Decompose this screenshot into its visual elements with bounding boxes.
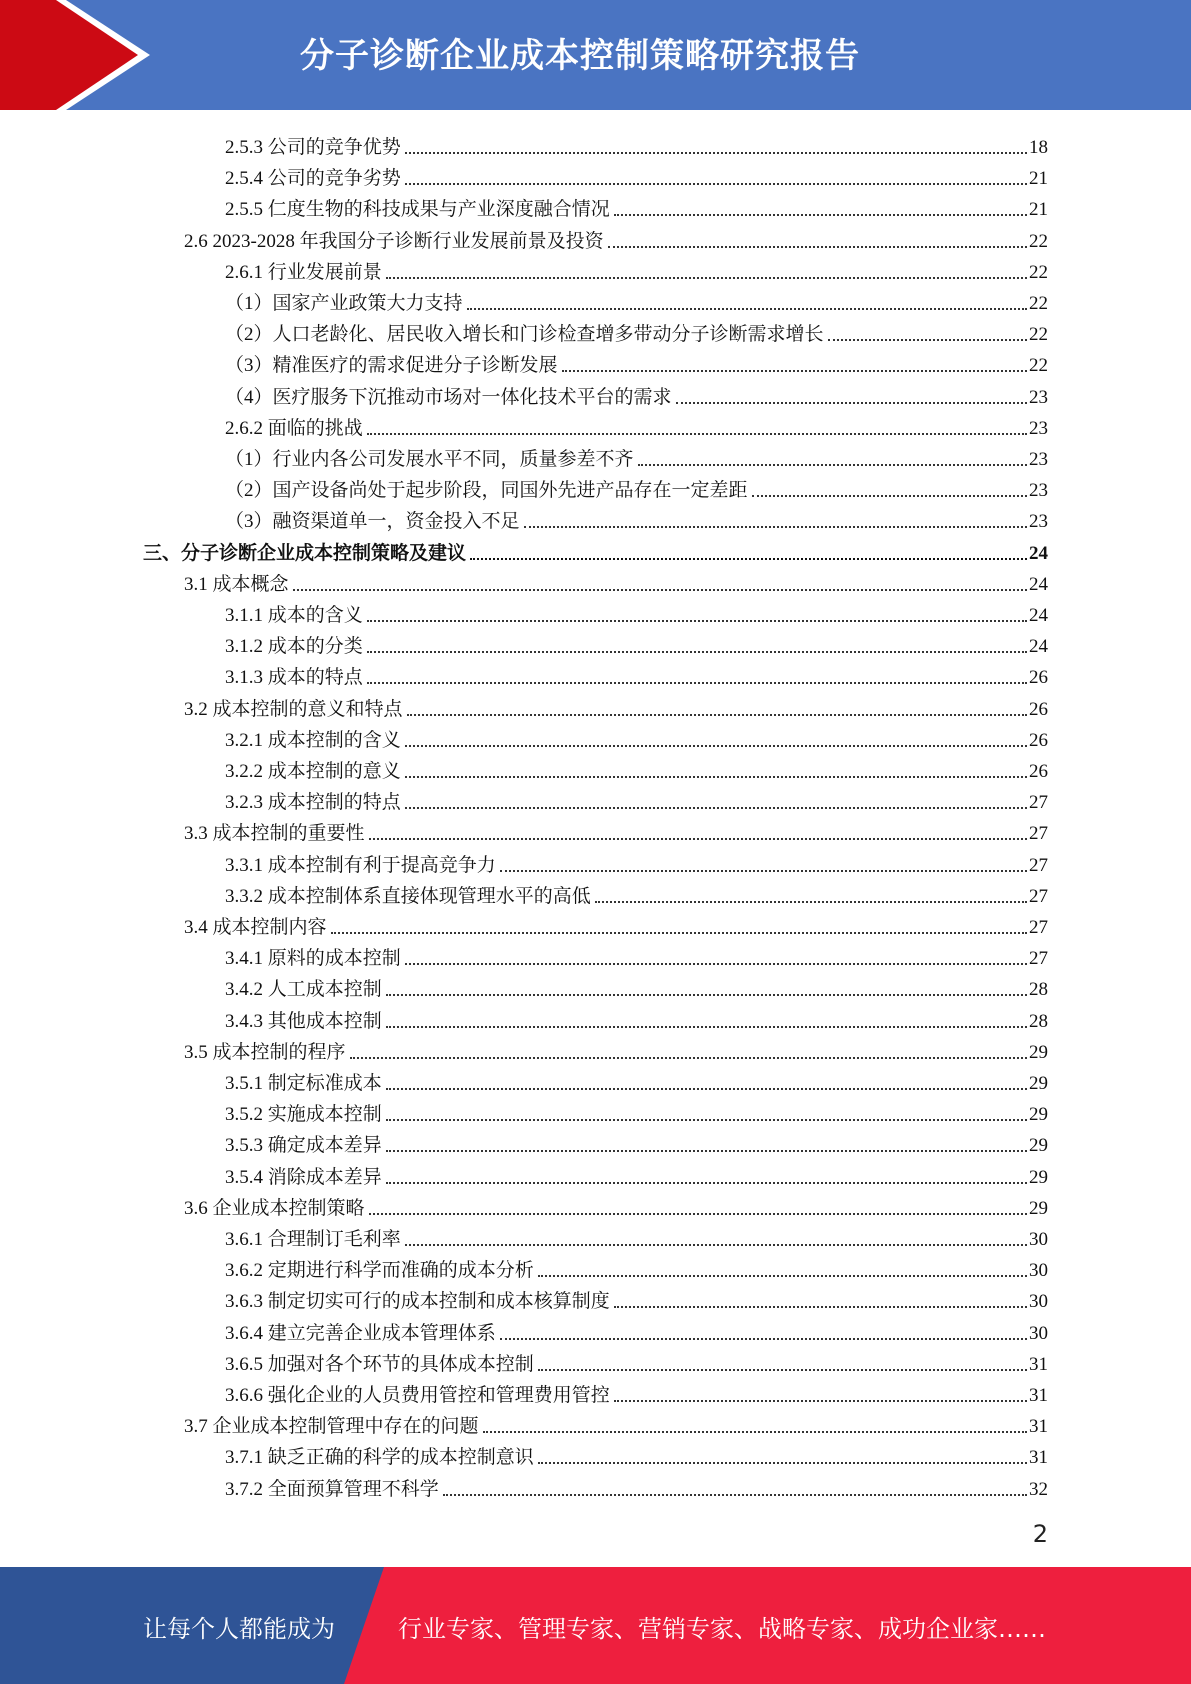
toc-entry-page: 31 [1029, 1447, 1048, 1469]
toc-dot-leader [405, 776, 1027, 778]
toc-entry[interactable] [184, 1189, 1048, 1220]
toc-entry-label: 2.6.1 行业发展前景 [225, 261, 382, 283]
toc-entry[interactable] [225, 1345, 1048, 1376]
toc-entry-label: （2）人口老龄化、居民收入增长和门诊检查增多带动分子诊断需求增长 [225, 324, 824, 346]
toc-entry-page: 30 [1029, 1291, 1048, 1313]
toc-entry-label: 3.1.2 成本的分类 [225, 636, 363, 658]
toc-entry[interactable] [143, 534, 1048, 565]
toc-entry-label: 3.1 成本概念 [184, 573, 289, 595]
toc-entry-page: 27 [1029, 792, 1048, 814]
toc-entry-page: 31 [1029, 1385, 1048, 1406]
toc-entry-label: 3.7 企业成本控制管理中存在的问题 [184, 1416, 479, 1438]
toc-dot-leader [443, 1494, 1027, 1496]
toc-entry-page: 29 [1029, 1135, 1048, 1157]
toc-entry[interactable] [225, 502, 1048, 533]
toc-entry-page: 29 [1029, 1041, 1048, 1063]
toc-dot-leader [676, 402, 1027, 404]
toc-entry-page: 26 [1029, 761, 1048, 782]
toc-dot-leader [367, 651, 1027, 653]
page-footer [0, 1567, 1191, 1684]
toc-entry-label: 3.4.3 其他成本控制 [225, 1010, 382, 1032]
toc-entry-label: 3.6.6 强化企业的人员费用管控和管理费用管控 [225, 1385, 610, 1406]
toc-dot-leader [367, 433, 1027, 435]
toc-entry-page: 32 [1029, 1478, 1048, 1500]
toc-dot-leader [828, 339, 1027, 341]
toc-entry-page: 26 [1029, 698, 1048, 720]
toc-entry[interactable] [225, 190, 1048, 221]
toc-dot-leader [369, 838, 1027, 840]
toc-entry[interactable] [225, 721, 1048, 752]
toc-dot-leader [614, 214, 1027, 216]
toc-dot-leader [483, 1431, 1027, 1433]
toc-entry-page: 23 [1029, 386, 1048, 408]
toc-entry-label: 3.2.2 成本控制的意义 [225, 761, 401, 782]
toc-entry-page: 30 [1029, 1260, 1048, 1282]
toc-entry-page: 29 [1029, 1073, 1048, 1094]
toc-entry-label: 3.1.1 成本的含义 [225, 605, 363, 626]
toc-entry-label: 2.5.3 公司的竞争优势 [225, 137, 401, 158]
toc-entry-label: （3）精准医疗的需求促进分子诊断发展 [225, 355, 558, 377]
toc-dot-leader [405, 183, 1027, 185]
toc-entry-page: 24 [1029, 542, 1048, 564]
toc-dot-leader [467, 308, 1027, 310]
toc-entry-page: 31 [1029, 1353, 1048, 1375]
toc-dot-leader [331, 932, 1027, 934]
toc-entry[interactable] [225, 1158, 1048, 1189]
toc-entry-page: 31 [1029, 1416, 1048, 1438]
toc-entry[interactable] [225, 596, 1048, 627]
toc-entry[interactable] [225, 1376, 1048, 1407]
toc-dot-leader [405, 152, 1027, 154]
toc-entry[interactable] [225, 752, 1048, 783]
toc-entry-label: 2.6.2 面临的挑战 [225, 417, 363, 439]
toc-entry[interactable] [225, 1064, 1048, 1095]
toc-entry-page: 22 [1029, 293, 1048, 314]
toc-entry[interactable] [225, 1095, 1048, 1126]
toc-entry-page: 29 [1029, 1197, 1048, 1219]
toc-dot-leader [386, 1182, 1027, 1184]
toc-entry-page: 27 [1029, 823, 1048, 845]
toc-dot-leader [470, 558, 1027, 560]
toc-dot-leader [350, 1057, 1027, 1059]
toc-entry-page: 21 [1029, 168, 1048, 190]
toc-entry[interactable] [225, 658, 1048, 689]
toc-entry-page: 30 [1029, 1322, 1048, 1344]
toc-entry-label: 3.5.2 实施成本控制 [225, 1104, 382, 1126]
toc-entry[interactable] [225, 1002, 1048, 1033]
toc-entry-label: 3.7.1 缺乏正确的科学的成本控制意识 [225, 1447, 534, 1469]
toc-entry-page: 24 [1029, 573, 1048, 595]
toc-entry[interactable] [225, 315, 1048, 346]
toc-dot-leader [405, 1244, 1027, 1246]
toc-entry-page: 23 [1029, 417, 1048, 439]
toc-entry[interactable] [225, 128, 1048, 159]
toc-dot-leader [595, 901, 1027, 903]
toc-entry-page: 23 [1029, 511, 1048, 533]
toc-entry-page: 21 [1029, 199, 1048, 221]
toc-entry[interactable] [225, 409, 1048, 440]
toc-entry[interactable] [225, 1314, 1048, 1345]
toc-entry[interactable] [225, 1470, 1048, 1501]
toc-dot-leader [538, 1369, 1027, 1371]
toc-entry[interactable] [225, 877, 1048, 908]
toc-entry-label: （4）医疗服务下沉推动市场对一体化技术平台的需求 [225, 386, 672, 408]
toc-entry[interactable] [225, 1251, 1048, 1282]
toc-entry[interactable] [225, 970, 1048, 1001]
toc-dot-leader [524, 526, 1027, 528]
toc-entry-label: （1）国家产业政策大力支持 [225, 293, 463, 314]
toc-dot-leader [293, 589, 1027, 591]
toc-entry[interactable] [184, 908, 1048, 939]
toc-entry-label: 3.5.4 消除成本差异 [225, 1166, 382, 1188]
toc-entry[interactable] [184, 1033, 1048, 1064]
toc-entry-label: 3.5.3 确定成本差异 [225, 1135, 382, 1157]
toc-dot-leader [538, 1462, 1027, 1464]
toc-entry-label: （1）行业内各公司发展水平不同，质量参差不齐 [225, 449, 634, 470]
toc-entry-label: 3.3 成本控制的重要性 [184, 823, 365, 845]
toc-entry-page: 29 [1029, 1104, 1048, 1126]
toc-dot-leader [638, 464, 1027, 466]
toc-entry-label: 3.5 成本控制的程序 [184, 1041, 346, 1063]
toc-entry-page: 30 [1029, 1229, 1048, 1250]
toc-entry[interactable] [184, 814, 1048, 845]
toc-entry-page: 24 [1029, 636, 1048, 658]
toc-entry-label: （2）国产设备尚处于起步阶段，同国外先进产品存在一定差距 [225, 480, 748, 502]
toc-entry-label: 3.6.1 合理制订毛利率 [225, 1229, 401, 1250]
toc-entry[interactable] [225, 378, 1048, 409]
toc-entry-page: 23 [1029, 449, 1048, 470]
header-arrow-decoration [0, 0, 150, 110]
toc-dot-leader [562, 370, 1027, 372]
toc-entry-page: 29 [1029, 1166, 1048, 1188]
toc-entry-label: 3.3.1 成本控制有利于提高竞争力 [225, 854, 496, 876]
toc-entry-page: 27 [1029, 854, 1048, 876]
toc-entry[interactable] [184, 690, 1048, 721]
toc-entry[interactable] [225, 846, 1048, 877]
toc-dot-leader [614, 1306, 1027, 1308]
toc-entry[interactable] [225, 253, 1048, 284]
footer-slogan-left: 让每个人都能成为 [143, 1615, 335, 1643]
toc-dot-leader [386, 1150, 1027, 1152]
toc-entry[interactable] [225, 346, 1048, 377]
toc-entry-label: 2.6 2023-2028 年我国分子诊断行业发展前景及投资 [184, 230, 604, 252]
toc-entry[interactable] [225, 1220, 1048, 1251]
toc-entry-page: 26 [1029, 729, 1048, 751]
page-number: 2 [1032, 1520, 1048, 1548]
toc-entry-page: 28 [1029, 1010, 1048, 1032]
toc-entry[interactable] [225, 627, 1048, 658]
toc-entry-label: 3.4 成本控制内容 [184, 917, 327, 938]
toc-entry-page: 26 [1029, 667, 1048, 689]
toc-entry-page: 23 [1029, 480, 1048, 502]
toc-dot-leader [608, 246, 1027, 248]
toc-entry-label: 3.5.1 制定标准成本 [225, 1073, 382, 1094]
toc-dot-leader [500, 870, 1027, 872]
toc-entry[interactable] [184, 222, 1048, 253]
toc-entry-label: 3.1.3 成本的特点 [225, 667, 363, 689]
toc-dot-leader [500, 1338, 1027, 1340]
toc-dot-leader [405, 963, 1027, 965]
toc-entry-label: 3.7.2 全面预算管理不科学 [225, 1478, 439, 1500]
toc-entry-label: 3.6.2 定期进行科学而准确的成本分析 [225, 1260, 534, 1282]
toc-entry-page: 18 [1029, 137, 1048, 158]
toc-dot-leader [386, 1026, 1027, 1028]
toc-entry-label: 3.6.4 建立完善企业成本管理体系 [225, 1322, 496, 1344]
toc-entry-label: 3.2 成本控制的意义和特点 [184, 698, 403, 720]
toc-dot-leader [752, 495, 1027, 497]
toc-entry-page: 22 [1029, 324, 1048, 346]
toc-dot-leader [405, 807, 1027, 809]
toc-dot-leader [369, 1213, 1027, 1215]
footer-slogan-right: 行业专家、管理专家、营销专家、战略专家、成功企业家…… [398, 1615, 1046, 1643]
toc-dot-leader [367, 682, 1027, 684]
toc-dot-leader [386, 1119, 1027, 1121]
toc-entry[interactable] [225, 440, 1048, 471]
toc-entry-page: 28 [1029, 979, 1048, 1001]
toc-entry[interactable] [225, 1126, 1048, 1157]
toc-entry-label: 2.5.5 仁度生物的科技成果与产业深度融合情况 [225, 199, 610, 221]
toc-entry[interactable] [184, 1407, 1048, 1438]
toc-dot-leader [407, 714, 1027, 716]
toc-dot-leader [405, 745, 1027, 747]
toc-entry-page: 22 [1029, 261, 1048, 283]
toc-entry[interactable] [225, 1282, 1048, 1313]
toc-entry[interactable] [225, 1438, 1048, 1469]
toc-entry-label: 3.4.2 人工成本控制 [225, 979, 382, 1001]
toc-entry-label: 3.4.1 原料的成本控制 [225, 948, 401, 970]
toc-entry-label: 2.5.4 公司的竞争劣势 [225, 168, 401, 190]
toc-entry[interactable] [225, 471, 1048, 502]
toc-entry-label: 3.6.3 制定切实可行的成本控制和成本核算制度 [225, 1291, 610, 1313]
toc-entry-label: 三、分子诊断企业成本控制策略及建议 [143, 542, 467, 564]
toc-entry[interactable] [184, 565, 1048, 596]
toc-entry[interactable] [225, 284, 1048, 315]
toc-entry-page: 27 [1029, 948, 1048, 970]
report-title: 分子诊断企业成本控制策略研究报告 [300, 36, 860, 76]
toc-entry-page: 27 [1029, 917, 1048, 938]
toc-entry-page: 22 [1029, 230, 1048, 252]
toc-dot-leader [386, 1088, 1027, 1090]
toc-dot-leader [614, 1400, 1027, 1402]
toc-entry-label: （3）融资渠道单一，资金投入不足 [225, 511, 520, 533]
toc-entry-label: 3.2.1 成本控制的含义 [225, 729, 401, 751]
toc-entry-label: 3.6.5 加强对各个环节的具体成本控制 [225, 1353, 534, 1375]
toc-dot-leader [367, 620, 1027, 622]
page-header [0, 0, 1191, 110]
toc-entry[interactable] [225, 783, 1048, 814]
toc-dot-leader [538, 1275, 1027, 1277]
toc-entry[interactable] [225, 159, 1048, 190]
toc-dot-leader [386, 277, 1027, 279]
toc-entry[interactable] [225, 939, 1048, 970]
toc-entry-page: 24 [1029, 605, 1048, 626]
toc-entry-page: 22 [1029, 355, 1048, 377]
toc-dot-leader [386, 994, 1027, 996]
toc-entry-label: 3.2.3 成本控制的特点 [225, 792, 401, 814]
toc-entry-label: 3.6 企业成本控制策略 [184, 1197, 365, 1219]
toc-entry-page: 27 [1029, 885, 1048, 907]
toc-entry-label: 3.3.2 成本控制体系直接体现管理水平的高低 [225, 885, 591, 907]
